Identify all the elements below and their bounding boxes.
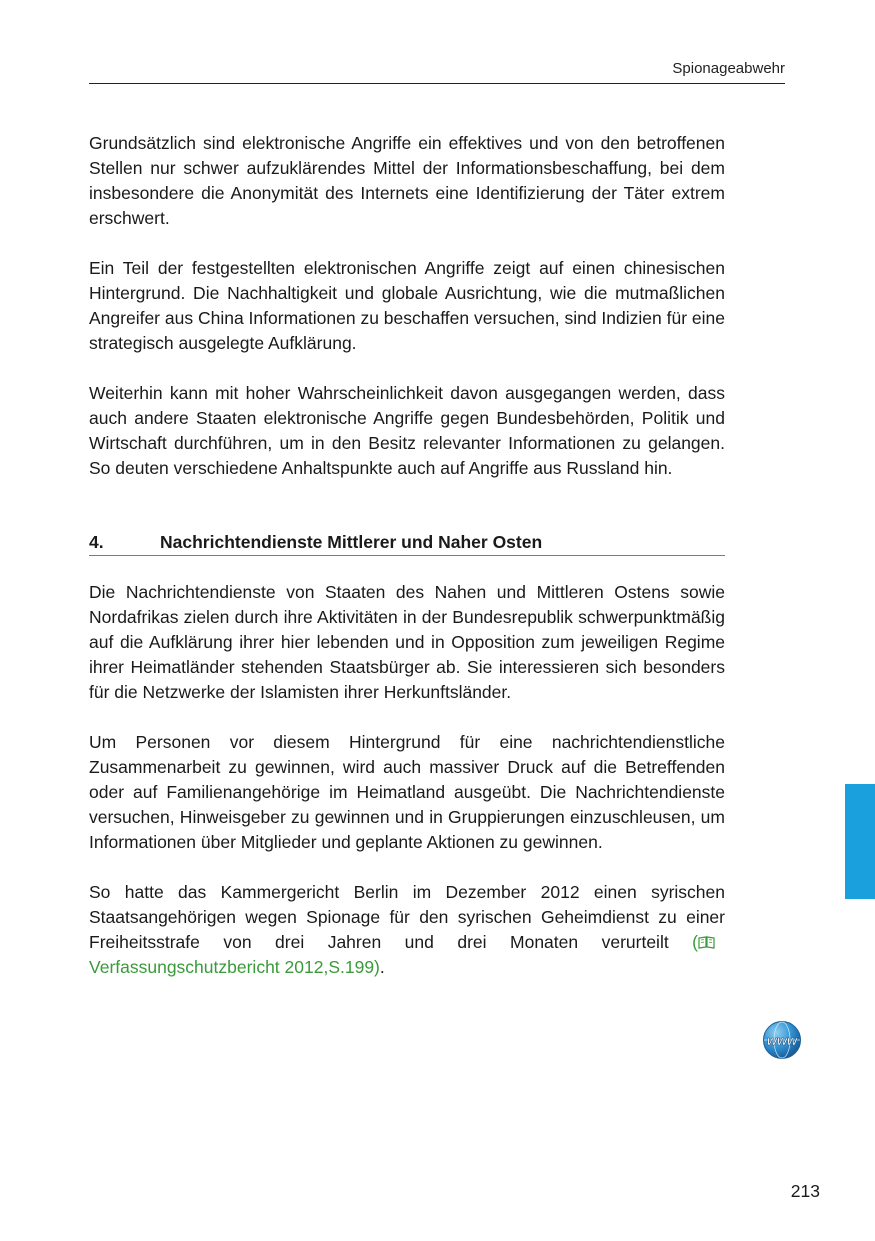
- paragraph: Die Nachrichtendienste von Staaten des Nahen und Mittleren Ostens sowie Nordafrikas zielen durch ihre Aktivitäten in der Bundesrepublik schwerpunktmäßig auf die Aufklärung ihrer hier lebenden und in Opposition zum jeweiligen Regime ihrer Heimatländer stehenden Staatsbürger ab. Sie interessieren sich besonders für die Netzwerke der Islamisten ihrer Herkunftsländer.: [89, 582, 725, 702]
- reference-label: Verfassungschutzbericht 2012,S.199): [89, 957, 380, 977]
- page-content: [89, 131, 725, 980]
- running-header: [89, 60, 785, 84]
- reference-open-paren: (: [692, 932, 698, 952]
- reference-trailing: .: [379, 957, 385, 977]
- paragraph-text: So hatte das Kammergericht Berlin im Dezember 2012 einen syrischen Staatsangehörigen wegen Spionage für den syrischen Geheimdienst zu einer Freiheitsstrafe von drei Jahren und drei Monaten verurteilt: [89, 882, 725, 952]
- paragraph: Um Personen vor diesem Hintergrund für eine nachrichtendienstliche Zusammenarbeit zu gewinnen, wird auch massiver Druck auf die Betreffenden oder auf Familienangehörige im Heimatland ausgeübt. Die Nachrichtendienste versuchen, Hinweisgeber zu gewinnen und in Gruppierungen einzuschleusen, um Informationen über Mitglieder und geplante Aktionen zu gewinnen.: [89, 732, 725, 852]
- side-tab-marker: [845, 784, 875, 899]
- running-title: Spionageabwehr: [672, 60, 785, 77]
- section-number: 4.: [89, 532, 104, 552]
- www-icon-label: www: [766, 1033, 798, 1048]
- section-heading: [89, 531, 725, 556]
- www-globe-icon[interactable]: [762, 1020, 802, 1060]
- paragraph: Ein Teil der festgestellten elektronischen Angriffe zeigt auf einen chinesischen Hintergrund. Die Nachhaltigkeit und globale Ausrichtung, wie die mutmaßlichen Angreifer aus China Informationen zu beschaffen versuchen, sind Indizien für eine strategisch ausgelegte Aufklärung.: [89, 258, 725, 353]
- paragraph: Grundsätzlich sind elektronische Angriffe ein effektives und von den betroffenen Stellen nur schwer aufzuklärendes Mittel der Informationsbeschaffung, bei dem insbesondere die Anonymität des Internets eine Identifizierung der Täter extrem erschwert.: [89, 133, 725, 228]
- paragraph-with-reference: [89, 880, 725, 980]
- paragraph: Weiterhin kann mit hoher Wahrscheinlichkeit davon ausgegangen werden, dass auch andere Staaten elektronische Angriffe gegen Bundesbehörden, Politik und Wirtschaft durchführen, um in den Besitz relevanter Informationen zu gelangen. So deuten verschiedene Anhaltspunkte auch auf Angriffe aus Russland hin.: [89, 383, 725, 478]
- book-icon: [698, 930, 715, 955]
- page-number: 213: [790, 1181, 820, 1201]
- section-title: Nachrichtendienste Mittlerer und Naher Osten: [160, 532, 543, 552]
